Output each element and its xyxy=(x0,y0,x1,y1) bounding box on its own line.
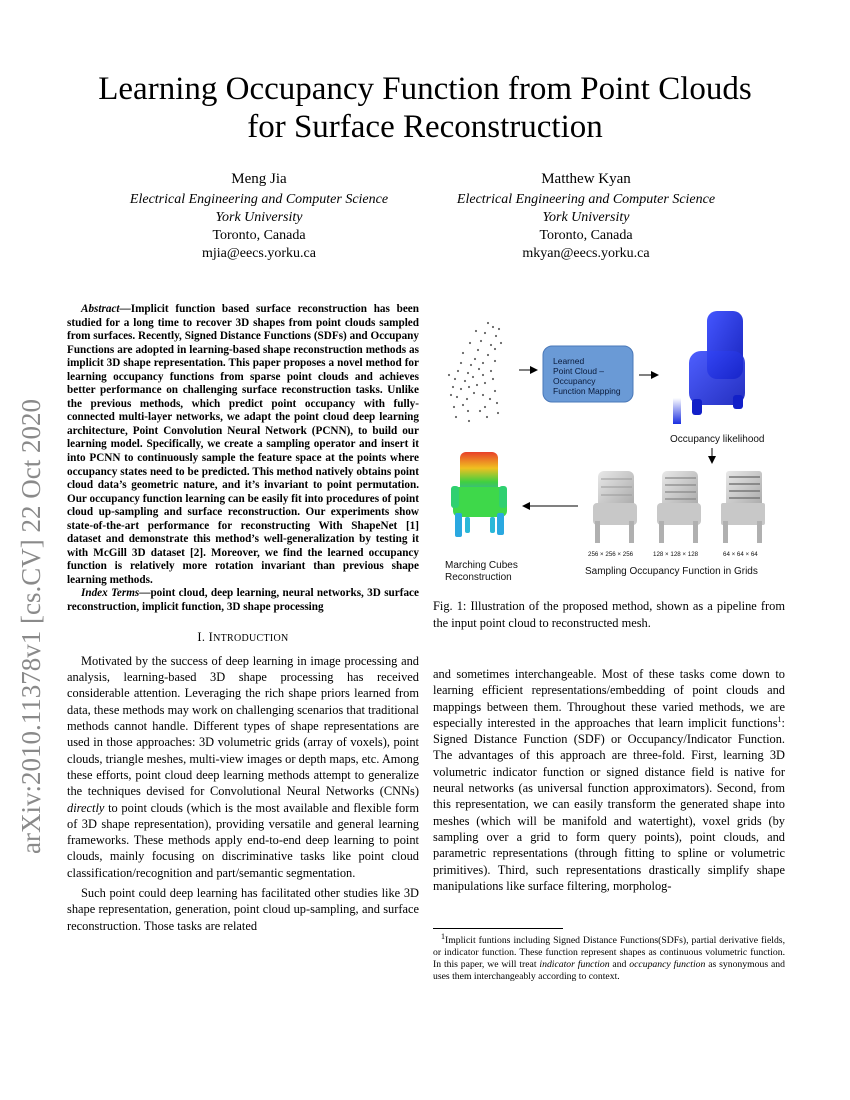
grid-label-256: 256 × 256 × 256 xyxy=(588,551,634,558)
arxiv-id: arXiv:2010.11378v1 [cs.CV] 22 Oct 2020 xyxy=(16,399,46,854)
arxiv-stamp-graphic xyxy=(2,296,52,856)
abstract-label: Abstract xyxy=(81,303,120,315)
gray-chair-128 xyxy=(657,471,701,543)
intro-emphasis: directly xyxy=(67,800,105,815)
right-text-b: : Signed Distance Function (SDF) or Occupancy/Indicator Function. The advantages of this approach are three-fold. First, learning 3D volumetric indicator function or signed distance field is native for neural networks (as universal function approximators). Second, from this representation, we can easily transform the generated shape into meshes (which will be manifold and watertight), voxel grids (by sampling over a grid to form query points), point clouds, and parametric representations (through fitting to spline or volumetric primitives). Third, such representations drastically simplify shape manipulations like surface filtering, morpholog- xyxy=(433,715,785,893)
gray-chair-64 xyxy=(721,471,765,543)
box-label-1: Learned xyxy=(553,356,585,366)
occupancy-chair xyxy=(673,311,745,424)
author-university: York University xyxy=(542,210,630,225)
author-email: mkyan@eecs.yorku.ca xyxy=(522,246,650,261)
figure-caption: Fig. 1: Illustration of the proposed method, shown as a pipeline from the input point cloud to reconstructed mesh. xyxy=(433,599,785,630)
footnote-rule xyxy=(433,928,563,929)
intro-paragraph-2: Such point could deep learning has facilitated other studies like 3D shape representation, generation, point cloud up-sampling, and surface reconstruction. Those tasks are related xyxy=(67,886,419,933)
occupancy-label: Occupancy likelihood xyxy=(670,434,765,445)
author-location: Toronto, Canada xyxy=(212,228,306,243)
mc-label-2: Reconstruction xyxy=(445,572,512,583)
author-email: mjia@eecs.yorku.ca xyxy=(202,246,316,261)
author-name: Matthew Kyan xyxy=(541,171,631,187)
left-column xyxy=(67,303,419,934)
sampled-chairs xyxy=(593,471,765,543)
section-title: NTRODUCTION xyxy=(213,632,289,644)
footnote xyxy=(433,931,785,983)
occupancy-colorbar xyxy=(673,398,681,424)
mc-label-1: Marching Cubes xyxy=(445,560,518,571)
pipeline-diagram xyxy=(433,303,788,603)
abstract-text: —Implicit function based surface reconstruction has been studied for a long time to recover 3D shapes from point clouds sampled from surfaces. Recently, Signed Distance Functions (SDFs) and Occupany Functions are adopted in learning-based shape reconstruction methods as implicit 3D shape representation. This paper proposes a novel method for learning occupancy functions from sparse point clouds and achieves better performance on challenging surface reconstruction tasks. Unlike the previous methods, which predict point occupancy with fully-connected multi-layer networks, we adapt the point cloud deep learning architecture, Point Convolution Neural Network (PCNN), to build our learning model. Specifically, we create a sampling operator and insert it into PCNN to continuously sample the feature space at the points where occupancy states need to be predicted. This method natively obtains point cloud data’s geometric nature, and it’s invariant to point permutation. Our occupancy function learning can be easily fit into procedures of point cloud up-sampling and surface reconstruction. Our experiments show state-of-the-art performance for reconstructing With ShapeNet [1] dataset and demonstrate this method’s well-generalization by testing it with McGill 3D dataset [2]. Moreover, we find the learned occupancy function is relatively more rotation invariant than previous shape learning methods. xyxy=(67,303,419,586)
abstract xyxy=(67,303,419,587)
right-paragraph xyxy=(433,666,785,894)
right-column xyxy=(433,666,785,894)
intro-paragraph-1 xyxy=(67,653,419,881)
author-location: Toronto, Canada xyxy=(539,228,633,243)
footnote-em-1: indicator function xyxy=(539,959,610,971)
box-label-3: Occupancy xyxy=(553,376,596,386)
grid-label-128: 128 × 128 × 128 xyxy=(653,551,699,558)
section-heading-introduction xyxy=(67,629,419,647)
author-university: York University xyxy=(215,210,303,225)
grid-label-64: 64 × 64 × 64 xyxy=(723,551,758,558)
index-terms xyxy=(67,587,419,614)
footnote-number: 1 xyxy=(441,931,445,941)
index-terms-text: —point cloud, deep learning, neural networks, 3D surface reconstruction, implicit function, 3D shape processing xyxy=(67,587,419,614)
author-block-2 xyxy=(426,170,746,263)
right-text-a: and sometimes interchangeable. Most of these tasks come down to learning efficient representations/embedding of point clouds and mappings between them. Throughout these varied methods, we are especially interested in the approaches that learn implicit functions xyxy=(433,667,785,730)
footnote-mark: 1 xyxy=(777,714,782,724)
reconstructed-chair xyxy=(451,452,507,537)
gray-chair-256 xyxy=(593,471,637,543)
author-department: Electrical Engineering and Computer Science xyxy=(456,192,716,207)
title-line-2: for Surface Reconstruction xyxy=(247,109,603,145)
point-cloud-chair xyxy=(448,322,502,422)
footnote-text-a: Implicit funtions including Signed Distance Functions(SDFs), partial derivative fields, or indicator function. These function represent shapes as continuous volumetric function. In this paper, we will treat xyxy=(433,935,785,971)
paper-title xyxy=(60,70,790,146)
intro-text-end: to point clouds (which is the most available and flexible form of 3D shape representation), providing versatile and general learning frameworks. These methods apply end-to-end deep learning to point clouds, mainly focusing on discriminative tasks like point cloud classification/recognition and part/semantic segmentation. xyxy=(67,800,419,880)
author-department: Electrical Engineering and Computer Science xyxy=(129,192,389,207)
footnote-text-c: as synonymous and uses them interchangeably according to context. xyxy=(433,959,785,983)
intro-text: Motivated by the success of deep learning in image processing and analysis, learning-based 3D shape processing has received considerable attention. Leveraging the rich shape priors learned from data, these methods may work on challenging scenarios that traditional methods cannot handle. Different types of shape representations are used in those approaches: 3D volumetric grids (array of voxels), point clouds, triangle meshes, multi-view images or depth maps, etc. Among these efforts, point cloud deep learning methods attempt to generalize the techniques devised for Convolutional Neural Networks (CNNs) xyxy=(67,653,419,799)
section-number: I. I xyxy=(197,629,214,644)
arxiv-stamp xyxy=(2,296,52,856)
author-block-1 xyxy=(99,170,419,263)
box-label-4: Function Mapping xyxy=(553,386,621,396)
footnote-em-2: occupancy function xyxy=(629,959,706,971)
sampling-label: Sampling Occupancy Function in Grids xyxy=(585,566,758,577)
title-line-1: Learning Occupancy Function from Point Clouds xyxy=(98,71,752,107)
box-label-2: Point Cloud – xyxy=(553,366,605,376)
footnote-text-b: and xyxy=(609,959,630,971)
index-terms-label: Index Terms xyxy=(81,587,140,600)
author-name: Meng Jia xyxy=(231,171,287,187)
learned-mapping-box xyxy=(543,346,633,402)
figure-1 xyxy=(433,303,788,603)
